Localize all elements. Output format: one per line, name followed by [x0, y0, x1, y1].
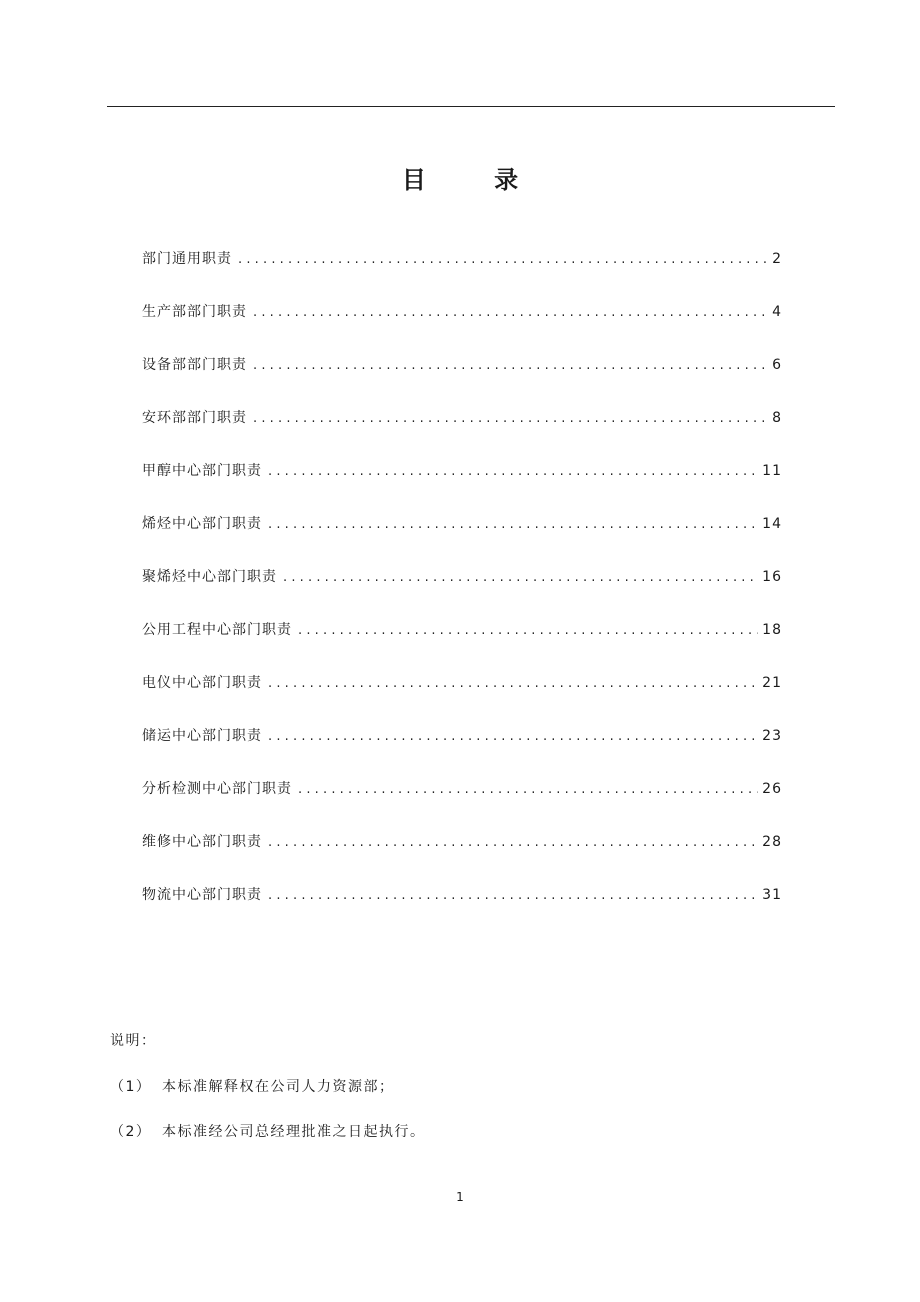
toc-entry-label: 公用工程中心部门职责: [142, 622, 292, 638]
toc-entry[interactable]: [142, 407, 782, 460]
toc-entry[interactable]: [142, 884, 782, 937]
toc-entry[interactable]: [142, 566, 782, 619]
toc-entry[interactable]: [142, 513, 782, 566]
note-number: （2）: [110, 1124, 152, 1140]
toc-entry-label: 储运中心部门职责: [142, 728, 262, 744]
toc-entry-page: 4: [772, 304, 782, 320]
notes-section: [110, 1030, 426, 1166]
toc-entry-page: 14: [762, 516, 782, 532]
toc-entry-label: 分析检测中心部门职责: [142, 781, 292, 797]
toc-entry-label: 安环部部门职责: [142, 410, 247, 426]
toc-entry-page: 2: [772, 251, 782, 267]
toc-entry-label: 维修中心部门职责: [142, 834, 262, 850]
toc-leader-dots: [268, 729, 758, 744]
toc-leader-dots: [268, 888, 758, 903]
note-number: （1）: [110, 1079, 152, 1095]
toc-entry[interactable]: [142, 619, 782, 672]
toc-entry-page: 21: [762, 675, 782, 691]
toc-leader-dots: [253, 411, 768, 426]
toc-leader-dots: [298, 623, 758, 638]
toc-leader-dots: [238, 252, 768, 267]
toc-entry-page: 18: [762, 622, 782, 638]
table-of-contents: [142, 248, 782, 937]
toc-entry-label: 设备部部门职责: [142, 357, 247, 373]
note-text: 本标准解释权在公司人力资源部；: [162, 1079, 395, 1095]
toc-entry-page: 8: [772, 410, 782, 426]
toc-entry-page: 26: [762, 781, 782, 797]
page-number: 1: [456, 1190, 464, 1204]
toc-leader-dots: [283, 570, 758, 585]
toc-entry-label: 甲醇中心部门职责: [142, 463, 262, 479]
toc-leader-dots: [268, 676, 758, 691]
toc-entry[interactable]: [142, 725, 782, 778]
notes-heading: 说明：: [110, 1033, 157, 1049]
toc-entry[interactable]: [142, 248, 782, 301]
note-text: 本标准经公司总经理批准之日起执行。: [162, 1124, 426, 1140]
toc-entry-page: 11: [762, 463, 782, 479]
toc-entry-page: 6: [772, 357, 782, 373]
toc-entry-page: 16: [762, 569, 782, 585]
toc-entry-label: 物流中心部门职责: [142, 887, 262, 903]
toc-entry-label: 烯烃中心部门职责: [142, 516, 262, 532]
toc-leader-dots: [268, 464, 758, 479]
note-item: [110, 1076, 426, 1096]
toc-entry[interactable]: [142, 460, 782, 513]
toc-entry-page: 28: [762, 834, 782, 850]
toc-leader-dots: [253, 358, 768, 373]
toc-entry[interactable]: [142, 778, 782, 831]
toc-leader-dots: [268, 517, 758, 532]
toc-leader-dots: [253, 305, 768, 320]
toc-entry-label: 生产部部门职责: [142, 304, 247, 320]
toc-entry-label: 部门通用职责: [142, 251, 232, 267]
toc-leader-dots: [268, 835, 758, 850]
note-item: [110, 1121, 426, 1141]
toc-entry[interactable]: [142, 354, 782, 407]
toc-entry-page: 31: [762, 887, 782, 903]
toc-entry[interactable]: [142, 672, 782, 725]
toc-entry[interactable]: [142, 301, 782, 354]
toc-entry[interactable]: [142, 831, 782, 884]
toc-title: 目 录: [401, 166, 549, 194]
header-rule: [107, 106, 835, 107]
toc-entry-label: 聚烯烃中心部门职责: [142, 569, 277, 585]
toc-entry-page: 23: [762, 728, 782, 744]
toc-entry-label: 电仪中心部门职责: [142, 675, 262, 691]
toc-leader-dots: [298, 782, 758, 797]
